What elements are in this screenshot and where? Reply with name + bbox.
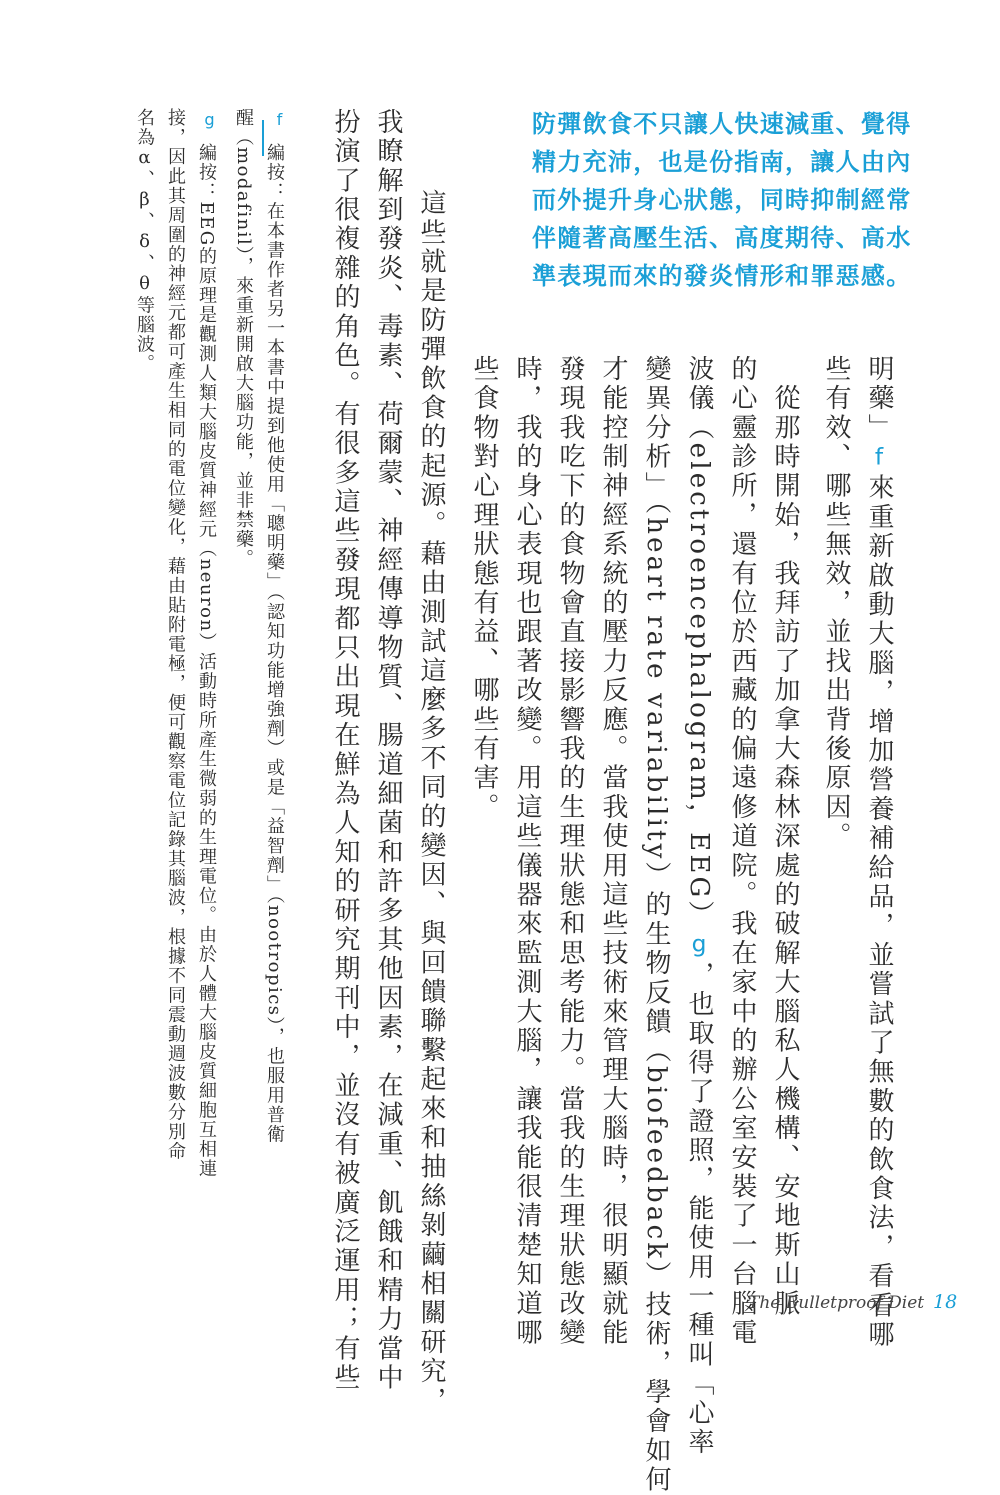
pull-quote-line-1: 防彈飲食不只讓人快速減重、覺得 (532, 110, 912, 138)
body-column-10: 些食物對心理狀態有益、哪些有害。 (469, 355, 499, 823)
pull-quote-line-5: 準表現而來的發炎情形和罪惡感。 (532, 262, 912, 290)
body-text: 明藥」 (864, 355, 894, 443)
body-text: 來重新啟動大腦，增加營養補給品，並嘗試了無數的飲食法，看看哪 (864, 473, 894, 1350)
footnote-text-latin: modafinil (233, 147, 254, 247)
footnote-marker-f[interactable]: f (865, 442, 893, 474)
body-column-2: 些有效、哪些無效，並找出背後原因。 (821, 355, 851, 852)
pull-quote-line-4: 伴隨著高壓生活、高度期待、高水 (532, 224, 912, 252)
footnote-text-latin: EEG (196, 201, 217, 247)
body-text: 波儀（ (684, 355, 714, 443)
footnote-text-latin: neuron (196, 558, 217, 633)
footnote-marker-g[interactable]: g (685, 929, 713, 961)
body-column-3: 從那時開始，我拜訪了加拿大森林深處的破解大腦私人機構、安地斯山脈 (770, 355, 800, 1319)
body-text: ）的生物反饋（ (641, 861, 671, 1066)
body-text: ，也取得了證照，能使用一種叫「心率 (684, 960, 714, 1458)
footnote-text: 編按： (196, 143, 217, 202)
footnote-g-line-1 (197, 143, 215, 1179)
body-column-13: 扮演了很複雜的角色。有很多這些發現都只出現在鮮為人知的研究期刊中，並沒有被廣泛運用；有些 (330, 108, 360, 1393)
footnote-f-marker (270, 110, 288, 131)
body-column-9: 時，我的身心表現也跟著改變。用這些儀器來監測大腦，讓我能很清楚知道哪 (512, 355, 542, 1348)
footnote-text: ）活動時所產生微弱的生理電位。由於人體大腦皮質細胞互相連 (196, 632, 217, 1179)
body-column-4: 的心靈診所，還有位於西藏的偏遠修道院。我在家中的辦公室安裝了一台腦電 (727, 355, 757, 1348)
footnote-marker-g: g (200, 110, 219, 131)
body-text-latin: electroencephalogram，EEG (684, 442, 714, 901)
footnote-text-latin: nootropics (264, 905, 285, 1017)
page-number: 18 (933, 1291, 958, 1313)
body-text-latin: heart rate variability (641, 517, 671, 862)
body-column-5 (686, 355, 712, 1457)
body-column-11: 這些就是防彈飲食的起源。藉由測試這麼多不同的變因、與回饋聯繫起來和抽絲剝繭相關研究， (416, 160, 446, 1416)
running-footer-title: The Bulletproof Diet (748, 1293, 925, 1313)
footnote-text: ），來重新開啟大腦功能，並非禁藥。 (233, 246, 254, 569)
body-column-8: 發現我吃下的食物會直接影響我的生理狀態和思考能力。當我的生理狀態改變 (555, 355, 585, 1348)
pull-quote-line-3: 而外提升身心狀態，同時抑制經常 (532, 186, 912, 214)
footnote-text: 的原理是觀測人類大腦皮質神經元（ (196, 246, 217, 559)
body-column-12: 我瞭解到發炎、毒素、荷爾蒙、神經傳導物質、腸道細菌和許多其他因素，在減重、飢餓和精力當中 (373, 108, 403, 1393)
footnote-text: 醒（ (233, 108, 254, 147)
pull-quote-line-2: 精力充沛，也是份指南，讓人由內 (532, 148, 912, 176)
footnote-g-line-3: 名為α、β、δ、θ等腦波。 (134, 108, 155, 374)
body-column-7: 才能控制神經系統的壓力反應。當我使用這些技術來管理大腦時，很明顯就能 (598, 355, 628, 1348)
body-text-latin: biofeedback (641, 1065, 671, 1262)
body-column-6 (643, 355, 669, 1495)
body-text: 變異分析」（ (641, 355, 671, 518)
footnote-marker-f: f (270, 110, 289, 131)
footnote-text: 編按：在本書作者另一本書中提到他使用「聰明藥」（認知功能增強劑）或是「益智劑」（ (264, 143, 285, 905)
footnote-g-line-2: 接，因此其周圍的神經元都可產生相同的電位變化，藉由貼附電極，便可觀察電位記錄其腦波，根據不同震動週波數分別命 (165, 108, 186, 1161)
footnote-f-line-2 (234, 108, 252, 569)
body-text: ）技術，學會如何 (641, 1261, 671, 1495)
body-text: ） (684, 900, 714, 930)
body-column-1 (866, 355, 892, 1350)
footnote-f-line-1 (265, 143, 283, 1144)
footnote-g-marker (200, 110, 218, 131)
footnote-text: ），也服用普衛 (264, 1016, 285, 1145)
